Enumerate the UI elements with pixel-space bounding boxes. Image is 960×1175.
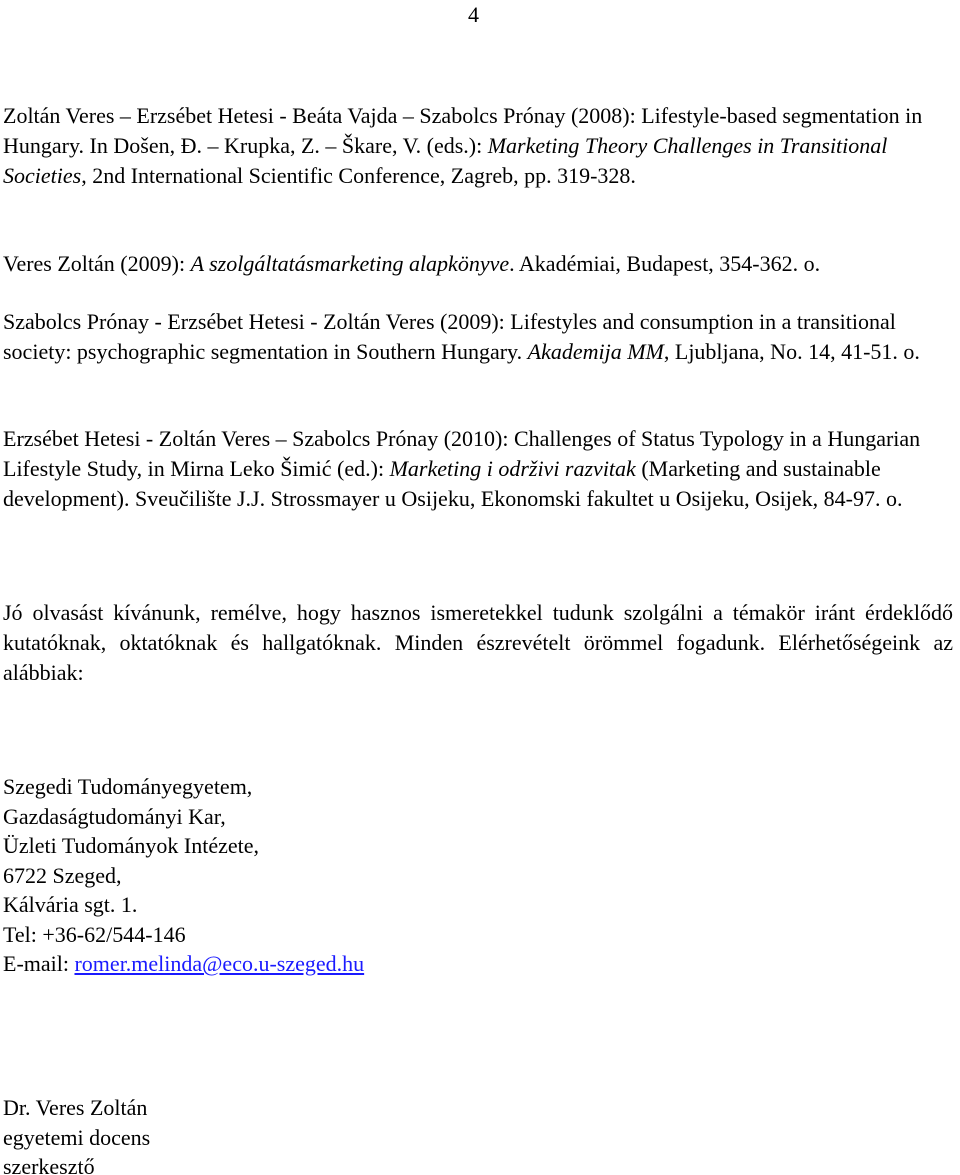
signature-name: Dr. Veres Zoltán [3,1095,148,1120]
address-university: Szegedi Tudományegyetem, [3,774,253,799]
address-street: Kálvária sgt. 1. [3,892,138,917]
reference-2-title: A szolgáltatásmarketing alapkönyve [190,251,510,276]
reference-3-title: Akademija MM [527,339,664,364]
signature-title: egyetemi docens [3,1124,151,1150]
reference-1-tail: , 2nd International Scientific Conference, Zagreb, pp. 319-328. [81,163,636,188]
reference-3-tail: , Ljubljana, No. 14, 41-51. o. [663,339,920,364]
reference-4 [3,424,953,514]
reference-1 [3,101,953,191]
reference-1-title: Marketing Theory Challenges in Transitional Societies [3,133,888,188]
signature-block [3,1093,953,1175]
reference-3-authors: Szabolcs Prónay - Erzsébet Hetesi - Zoltán Veres (2009): Lifestyles and consumption in a transitional society: psychographic segmentation in Southern Hungary. [3,309,896,364]
page-number: 4 [468,2,479,27]
reference-4-authors: Erzsébet Hetesi - Zoltán Veres – Szabolcs Prónay (2010): Challenges of Status Typology in a Hungarian Lifestyle Study, in Mirna Leko Šimić (ed.): [3,426,921,481]
address-faculty: Gazdaságtudományi Kar, [3,803,226,829]
address-block [3,772,953,979]
signature-role: szerkesztő [3,1154,95,1175]
address-institute: Üzleti Tudományok Intézete, [3,833,260,858]
reference-4-tail: (Marketing and sustainable development). Sveučilište J.J. Strossmayer u Osijeku, Ekonomski fakultet u Osijeku, Osijek, 84-97. o. [3,456,903,511]
reference-3 [3,307,953,367]
reference-2-authors: Veres Zoltán (2009): [3,251,191,276]
address-phone: Tel: +36-62/544-146 [3,921,186,947]
address-email-line [3,949,953,979]
reference-2-tail: . Akadémiai, Budapest, 354-362. o. [509,251,821,276]
reference-2 [3,249,953,279]
email-link[interactable]: romer.melinda@eco.u-szeged.hu [74,951,365,976]
reference-1-authors: Zoltán Veres – Erzsébet Hetesi - Beáta Vajda – Szabolcs Prónay (2008): Lifestyle-based segmentation in Hungary. In Došen, Đ. – Krupka, Z. – Škare, V. (eds.): [3,103,923,158]
closing-paragraph: Jó olvasást kívánunk, remélve, hogy hasznos ismeretekkel tudunk szolgálni a témakör iránt érdeklődő kutatóknak, oktatóknak és hallgatóknak. Minden észrevételt örömmel fogadunk. Elérhetőségeink az alábbiak: [3,600,953,685]
address-city: 6722 Szeged, [3,862,122,888]
reference-4-title: Marketing i održivi razvitak [389,456,636,481]
email-label: E-mail: [3,951,75,976]
